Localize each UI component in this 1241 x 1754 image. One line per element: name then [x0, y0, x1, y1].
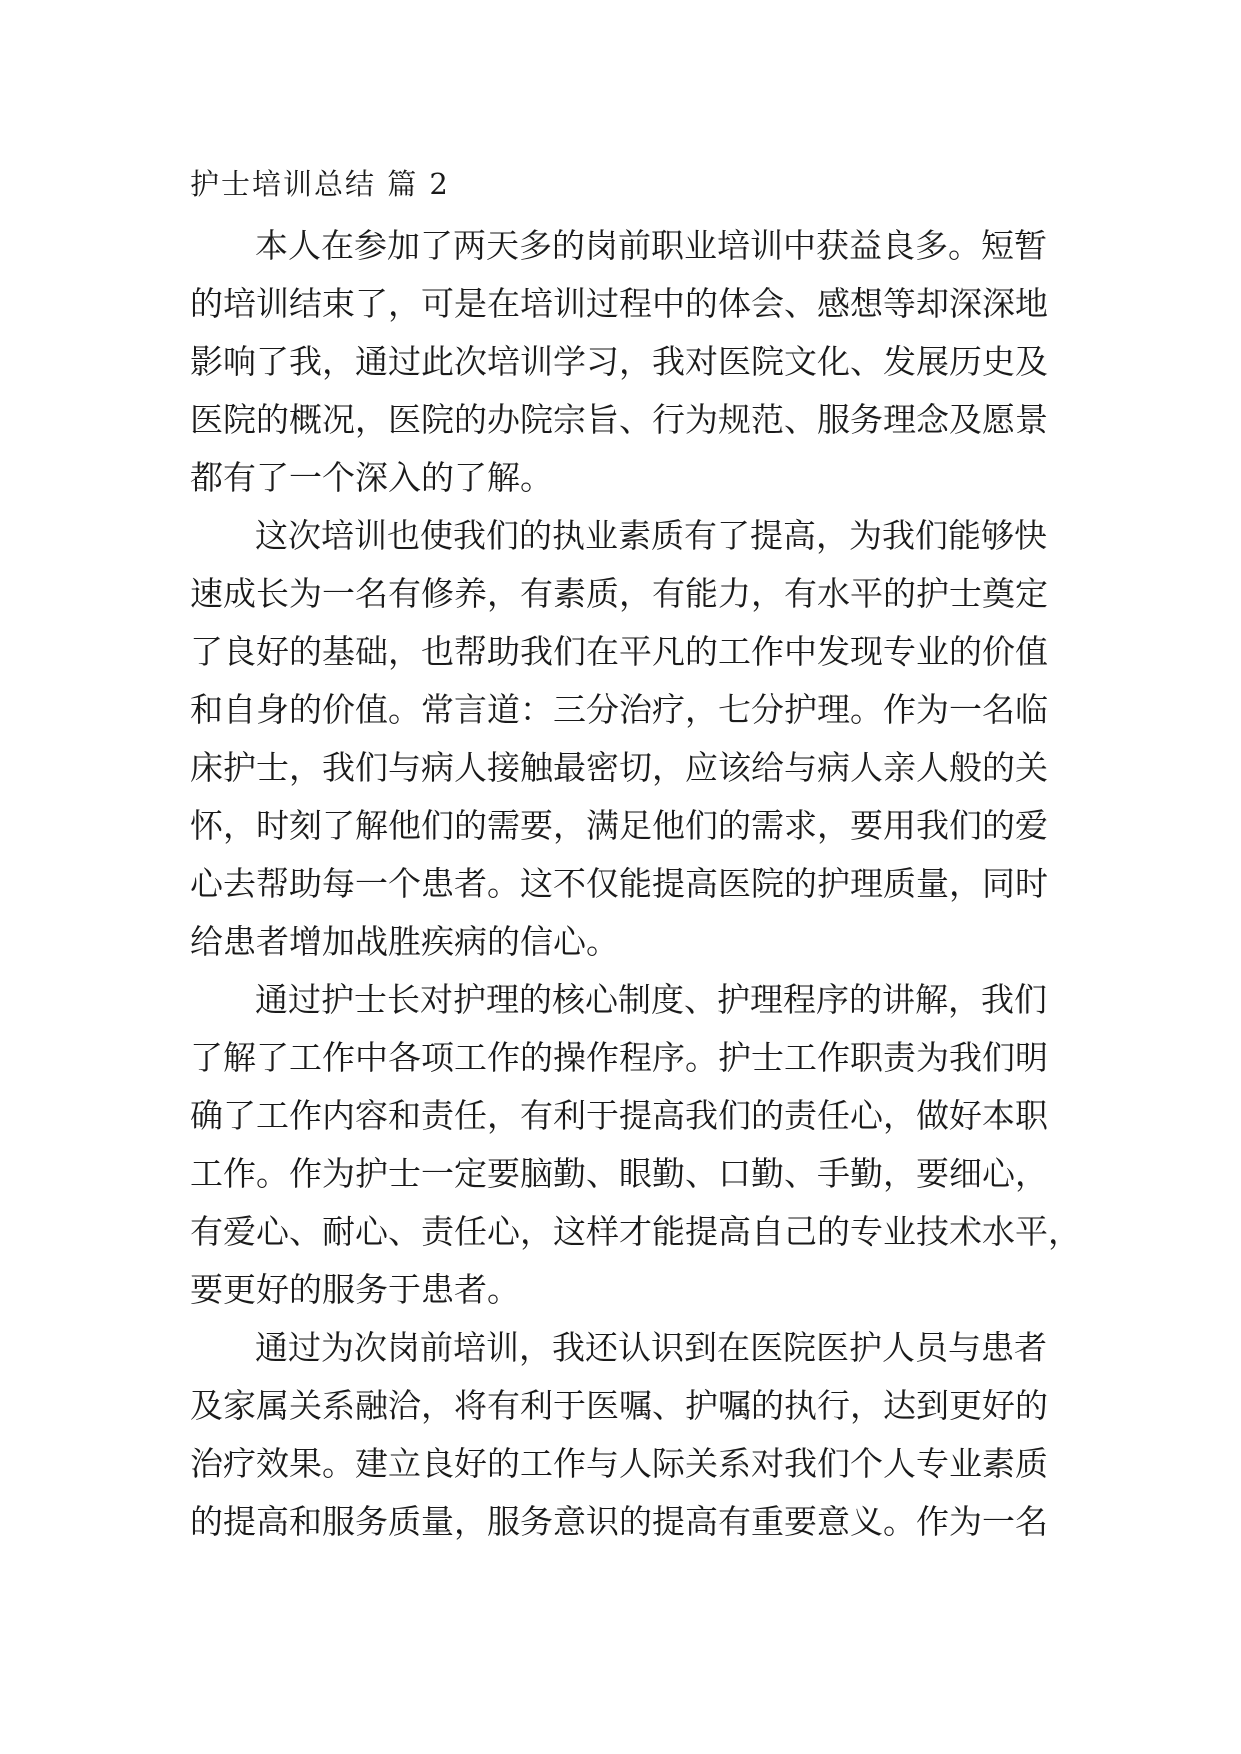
paragraph-line: 确了工作内容和责任，有利于提高我们的责任心，做好本职 [190, 1096, 1048, 1135]
paragraph-line: 了良好的基础，也帮助我们在平凡的工作中发现专业的价值 [190, 632, 1048, 671]
paragraph-line: 要更好的服务于患者。 [190, 1270, 520, 1309]
paragraph-line: 通过为次岗前培训，我还认识到在医院医护人员与患者 [255, 1328, 1047, 1367]
paragraph-line: 这次培训也使我们的执业素质有了提高，为我们能够快 [255, 516, 1047, 555]
paragraph-line: 的提高和服务质量，服务意识的提高有重要意义。作为一名 [190, 1502, 1048, 1541]
paragraph-line: 给患者增加战胜疾病的信心。 [190, 922, 619, 961]
paragraph-line: 医院的概况，医院的办院宗旨、行为规范、服务理念及愿景 [190, 400, 1048, 439]
paragraph-line: 怀，时刻了解他们的需要，满足他们的需求，要用我们的爱 [190, 806, 1048, 845]
paragraph-line: 都有了一个深入的了解。 [190, 458, 553, 497]
paragraph-line: 的培训结束了，可是在培训过程中的体会、感想等却深深地 [190, 284, 1048, 323]
paragraph-line: 治疗效果。建立良好的工作与人际关系对我们个人专业素质 [190, 1444, 1048, 1483]
paragraph-line: 心去帮助每一个患者。这不仅能提高医院的护理质量，同时 [190, 864, 1048, 903]
paragraph-line: 工作。作为护士一定要脑勤、眼勤、口勤、手勤，要细心， [190, 1154, 1048, 1193]
paragraph-line: 了解了工作中各项工作的操作程序。护士工作职责为我们明 [190, 1038, 1048, 1077]
paragraph-line: 床护士，我们与病人接触最密切，应该给与病人亲人般的关 [190, 748, 1048, 787]
paragraph-line: 本人在参加了两天多的岗前职业培训中获益良多。短暂 [255, 226, 1047, 265]
paragraph-line: 及家属关系融洽，将有利于医嘱、护嘱的执行，达到更好的 [190, 1386, 1048, 1425]
paragraph-line: 有爱心、耐心、责任心，这样才能提高自己的专业技术水平， [190, 1212, 1081, 1251]
paragraph-line: 影响了我，通过此次培训学习，我对医院文化、发展历史及 [190, 342, 1048, 381]
paragraph-line: 通过护士长对护理的核心制度、护理程序的讲解，我们 [255, 980, 1047, 1019]
paragraph-line: 速成长为一名有修养，有素质，有能力，有水平的护士奠定 [190, 574, 1048, 613]
paragraph-line: 和自身的价值。常言道：三分治疗，七分护理。作为一名临 [190, 690, 1048, 729]
document-title: 护士培训总结 篇 2 [190, 167, 450, 201]
